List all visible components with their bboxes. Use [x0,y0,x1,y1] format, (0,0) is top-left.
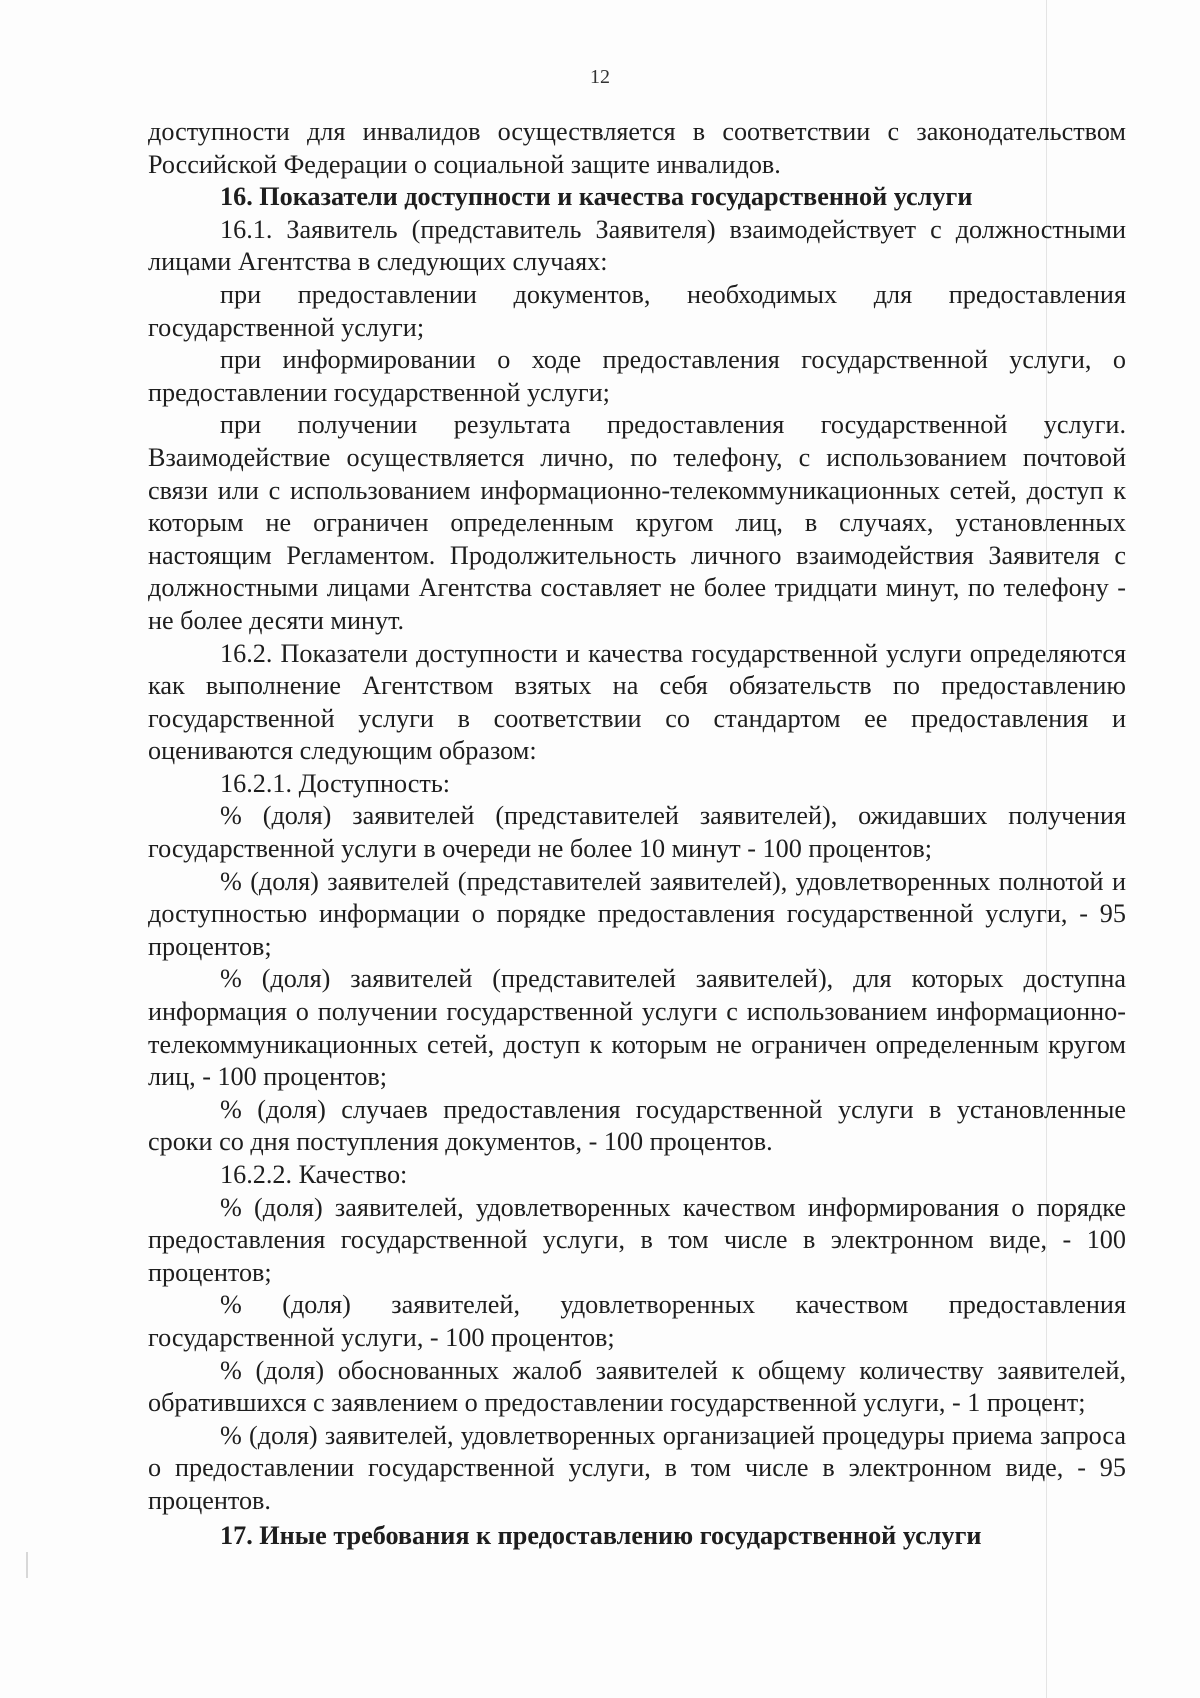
document-body [148,116,1126,1552]
paragraph-quality-service: % (доля) заявителей, удовлетворенных качеством предоставления государственной услуги, - 100 процентов; [148,1290,1126,1352]
section-heading-17: 17. Иные требования к предоставлению государственной услуги [220,1520,982,1550]
paragraph-accessibility-networks: % (доля) заявителей (представителей заявителей), для которых доступна информация о получении государственной услуги с использованием информационно-телекоммуникационных сетей, доступ к которым не ограничен определенным кругом лиц, - 100 процентов; [148,964,1126,1092]
paragraph-16-2: 16.2. Показатели доступности и качества государственной услуги определяются как выполнение Агентством взятых на себя обязательств по предоставлению государственной услуги в соответствии со стандартом ее предоставления и оцениваются следующим образом: [148,638,1126,766]
paragraph-accessibility-deadlines: % (доля) случаев предоставления государственной услуги в установленные сроки со дня поступления документов, - 100 процентов. [148,1094,1126,1157]
paragraph-case-informing: при информировании о ходе предоставления государственной услуги, о предоставлении государственной услуги; [148,345,1126,407]
paragraph-accessibility-info: % (доля) заявителей (представителей заявителей), удовлетворенных полнотой и доступностью информации о порядке предоставления государственной услуги, - 95 процентов; [148,866,1126,961]
page-number: 12 [590,66,610,88]
paragraph-quality-complaints: % (доля) обоснованных жалоб заявителей к общему количеству заявителей, обратившихся с заявлением о предоставлении государственной услуги, - 1 процент; [148,1355,1126,1418]
paragraph-case-result: при получении результата предоставления государственной услуги. Взаимодействие осуществляется лично, по телефону, с использованием почтовой связи или с использованием информационно-телекоммуникационных сетей, доступ к которым не ограничен определенным кругом лиц, в случаях, установленных настоящим Регламентом. Продолжительность личного взаимодействия Заявителя с должностными лицами Агентства составляет не более тридцати минут, по телефону - не более десяти минут. [148,410,1126,635]
scan-artifact-mark [26,1552,28,1578]
paragraph-continuation: доступности для инвалидов осуществляется в соответствии с законодательством Российской Федерации о социальной защите инвалидов. [148,117,1126,179]
paragraph-16-2-2-title: 16.2.2. Качество: [220,1160,408,1189]
section-heading-16: 16. Показатели доступности и качества государственной услуги [220,182,973,212]
paragraph-16-2-1-title: 16.2.1. Доступность: [220,768,451,798]
paragraph-quality-informing: % (доля) заявителей, удовлетворенных качеством информирования о порядке предоставления государственной услуги, в том числе в электронном виде, - 100 процентов; [148,1192,1126,1287]
paragraph-quality-reception: % (доля) заявителей, удовлетворенных организацией процедуры приема запроса о предоставлении государственной услуги, в том числе в электронном виде, - 95 процентов. [148,1420,1126,1515]
paragraph-accessibility-queue: % (доля) заявителей (представителей заявителей), ожидавших получения государственной услуги в очереди не более 10 минут - 100 процентов; [148,801,1126,864]
paragraph-case-documents: при предоставлении документов, необходимых для предоставления государственной услуги; [148,279,1126,342]
paragraph-16-1: 16.1. Заявитель (представитель Заявителя) взаимодействует с должностными лицами Агентства в следующих случаях: [148,214,1126,277]
